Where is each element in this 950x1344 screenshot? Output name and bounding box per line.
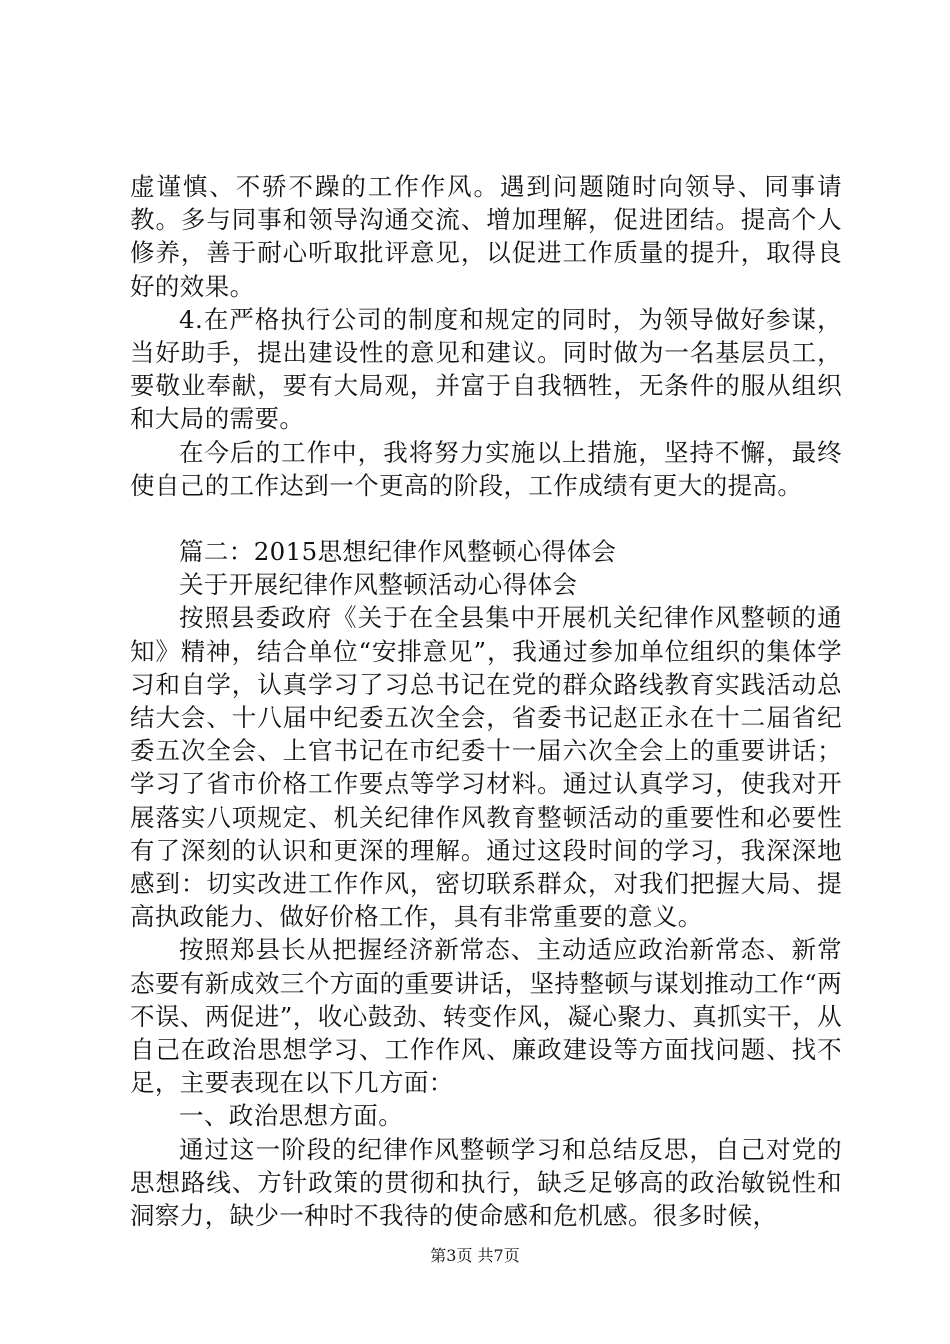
paragraph-problems: 按照郑县长从把握经济新常态、主动适应政治新常态、新常态要有新成效三个方面的重要讲话，坚持整顿与谋划推动工作“两不误、两促进”，收心鼓劲、转变作风，凝心聚力、真抓实干，从自己在政治思想学习、工作作风、廉政建设等方面找问题、找不足，主要表现在以下几方面： — [130, 935, 842, 1098]
page-footer: 第3页 共7页 — [430, 1246, 520, 1265]
article-title: 关于开展纪律作风整顿活动心得体会 — [179, 570, 578, 600]
section-heading: 篇二：2015思想纪律作风整顿心得体会 — [179, 537, 617, 567]
paragraph-spacer — [130, 502, 842, 535]
subsection-heading: 一、政治思想方面。 — [179, 1101, 404, 1131]
paragraph-item-4: 4.在严格执行公司的制度和规定的同时，为领导做好参谋，当好助手，提出建设性的意见和建议。同时做为一名基层员工，要敬业奉献，要有大局观，并富于自我牺牲，无条件的服从组织和大局的需要。 — [130, 304, 842, 434]
document-body — [130, 170, 842, 1232]
paragraph-continuation: 虚谨慎、不骄不躁的工作作风。遇到问题随时向领导、同事请教。多与同事和领导沟通交流、增加理解，促进团结。提高个人修养，善于耐心听取批评意见，以促进工作质量的提升，取得良好的效果。 — [130, 172, 842, 301]
paragraph-political: 通过这一阶段的纪律作风整顿学习和总结反思，自己对党的思想路线、方针政策的贯彻和执行，缺乏足够高的政治敏锐性和洞察力，缺少一种时不我待的使命感和危机感。很多时候， — [130, 1134, 842, 1231]
paragraph-conclusion: 在今后的工作中，我将努力实施以上措施，坚持不懈，最终使自己的工作达到一个更高的阶段，工作成绩有更大的提高。 — [130, 437, 842, 500]
paragraph-study: 按照县委政府《关于在全县集中开展机关纪律作风整顿的通知》精神，结合单位“安排意见”，我通过参加单位组织的集体学习和自学，认真学习了习总书记在党的群众路线教育实践活动总结大会、十八届中纪委五次全会，省委书记赵正永在十二届省纪委五次全会、上官书记在市纪委十一届六次全会上的重要讲话；学习了省市价格工作要点等学习材料。通过认真学习，使我对开展落实八项规定、机关纪律作风教育整顿活动的重要性和必要性有了深刻的认识和更深的理解。通过这段时间的学习，我深深地感到：切实改进工作作风，密切联系群众，对我们把握大局、提高执政能力、做好价格工作，具有非常重要的意义。 — [130, 603, 842, 932]
